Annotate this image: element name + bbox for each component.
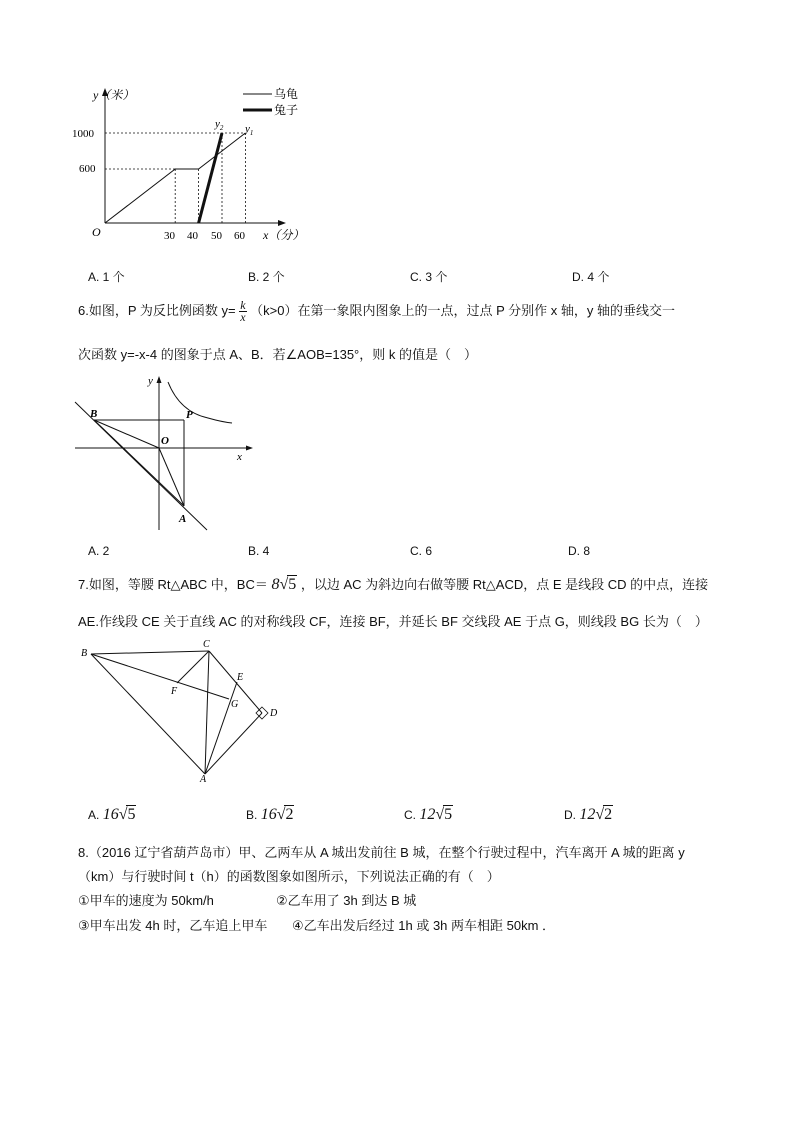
- x-tick-label: 40: [187, 230, 198, 242]
- y-tick-label: 1000: [72, 128, 94, 140]
- q5-choice-c[interactable]: C. 3 个: [410, 270, 448, 284]
- x-axis-label: x（分）: [263, 228, 305, 242]
- q6-choice-c[interactable]: C. 6: [410, 544, 433, 558]
- q6-choice-d[interactable]: D. 8: [568, 544, 591, 558]
- q7-text-line1: 7.如图，等腰 Rt△ABC 中，BC＝ 8√5 ，以边 AC 为斜边向右做等腰 Rt△ACD，点 E 是线段 CD 的中点，连接: [78, 576, 709, 593]
- svg-text:A: A: [179, 513, 187, 525]
- svg-text:F: F: [171, 686, 178, 697]
- svg-text:G: G: [231, 699, 239, 710]
- svg-text:D: D: [270, 708, 278, 719]
- q8-option-1: ①甲车的速度为 50km/h: [78, 893, 214, 908]
- x-tick-label: 30: [164, 230, 175, 242]
- svg-text:x: x: [237, 451, 242, 463]
- q8-text-line1: 8.（2016 辽宁省葫芦岛市）甲、乙两车从 A 城出发前往 B 城，在整个行驶过程中，汽车离开 A 城的距离 y: [78, 845, 685, 860]
- curve-label-y1: $y_1$: [245, 123, 254, 137]
- legend-label-hare: 兔子: [274, 103, 299, 117]
- q6-fraction: $\frac{k}{x}$: [240, 298, 246, 325]
- q7-choice-c[interactable]: C. 12√5: [404, 806, 453, 823]
- q7-bc-radical: 8√5: [271, 576, 297, 593]
- q6-choice-a[interactable]: A. 2: [88, 544, 110, 558]
- svg-text:C: C: [203, 639, 210, 650]
- q7-choice-b[interactable]: B. 16√2: [246, 806, 294, 823]
- tortoise-hare-chart: [70, 80, 330, 260]
- x-tick-label: 50: [211, 230, 222, 242]
- q6-text-line1: 6.如图，P 为反比例函数 y= $\frac{k}{x}$ （k>0）在第一象限内图象上的一点，过点 P 分别作 x 轴，y 轴的垂线交一: [78, 298, 675, 325]
- svg-text:E: E: [237, 672, 244, 683]
- svg-text:O: O: [161, 435, 169, 447]
- q7-text-line2: AE.作线段 CE 关于直线 AC 的对称线段 CF，连接 BF，并延长 BF 交线段 AE 于点 G，则线段 BG 长为（ ）: [78, 614, 708, 629]
- y-axis-label: y（米）: [93, 88, 135, 102]
- q5-choice-b[interactable]: B. 2 个: [248, 270, 285, 284]
- svg-text:P: P: [186, 409, 193, 421]
- q6-figure: [70, 372, 260, 534]
- legend-label-tortoise: 乌龟: [274, 87, 299, 101]
- q7-figure: [78, 636, 288, 786]
- hare-series-line: [199, 133, 222, 223]
- q5-choice-d[interactable]: D. 4 个: [572, 270, 610, 284]
- q8-option-4: ④乙车出发后经过 1h 或 3h 两车相距 50km ．: [292, 918, 556, 933]
- q8-text-line2: （km）与行驶时间 t（h）的函数图象如图所示，下列说法正确的有（ ）: [78, 869, 500, 884]
- q7-choice-a[interactable]: A. 16√5: [88, 806, 136, 823]
- y-tick-label: 600: [79, 163, 96, 175]
- q6-choice-b[interactable]: B. 4: [248, 544, 270, 558]
- q8-option-3: ③甲车出发 4h 时，乙车追上甲车: [78, 918, 268, 933]
- x-tick-label: 60: [234, 230, 245, 242]
- svg-text:y: y: [148, 375, 153, 387]
- svg-text:B: B: [90, 408, 98, 420]
- origin-label: O: [92, 225, 101, 239]
- curve-label-y2: $y_2$: [215, 118, 224, 132]
- q5-choice-a[interactable]: A. 1 个: [88, 270, 125, 284]
- q7-choice-d[interactable]: D. 12√2: [564, 806, 613, 823]
- q8-option-2: ②乙车用了 3h 到达 B 城: [276, 893, 417, 908]
- svg-text:A: A: [200, 774, 207, 785]
- q6-text-line2: 次函数 y=-x-4 的图象于点 A、B．若∠AOB=135°，则 k 的值是（ ）: [78, 347, 477, 362]
- svg-text:B: B: [81, 648, 88, 659]
